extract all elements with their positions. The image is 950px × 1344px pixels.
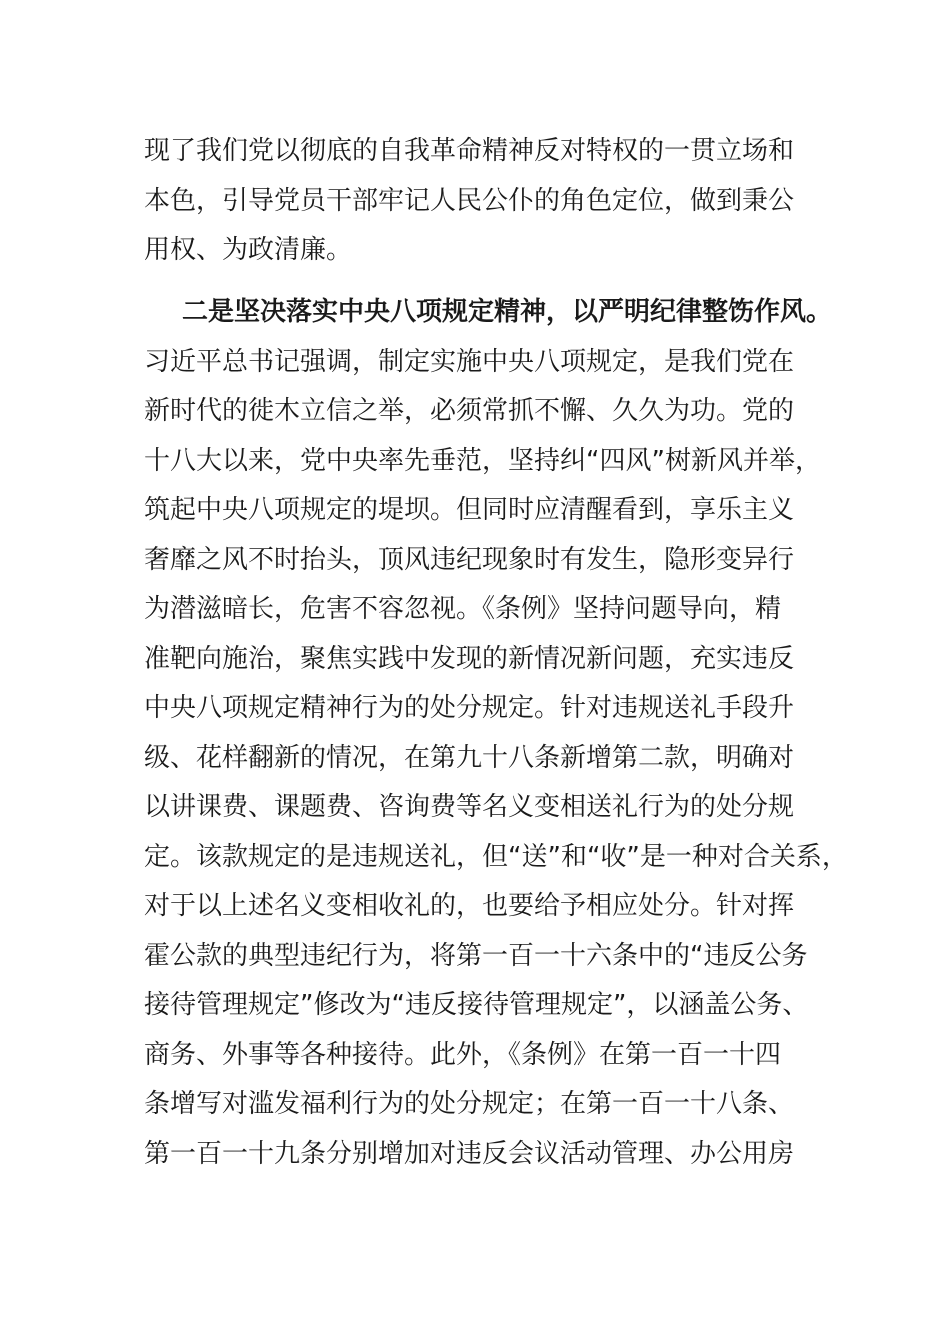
paragraph-2-line-16: 条增写对滥发福利行为的处分规定；在第一百一十八条、: [144, 1089, 795, 1119]
paragraph-2-line-3: 十八大以来，党中央率先垂范，坚持纠“四风”树新风并举，: [144, 446, 821, 476]
paragraph-2-line-15: 商务、外事等各种接待。此外，《条例》在第一百一十四: [144, 1040, 782, 1070]
paragraph-1-line-2: 本色，引导党员干部牢记人民公仆的角色定位，做到秉公: [144, 186, 795, 216]
paragraph-2-line-4: 筑起中央八项规定的堤坝。但同时应清醒看到，享乐主义: [144, 495, 795, 525]
paragraph-2-line-14: 接待管理规定”修改为“违反接待管理规定”，以涵盖公务、: [144, 990, 809, 1020]
paragraph-2-line-11: 定。该款规定的是违规送礼，但“送”和“收”是一种对合关系，: [144, 842, 848, 872]
paragraph-2-line-7: 准靶向施治，聚焦实践中发现的新情况新问题，充实违反: [144, 644, 795, 674]
paragraph-2-line-8: 中央八项规定精神行为的处分规定。针对违规送礼手段升: [144, 693, 795, 723]
paragraph-1-line-1: 现了我们党以彻底的自我革命精神反对特权的一贯立场和: [144, 136, 795, 166]
paragraph-2-line-10: 以讲课费、课题费、咨询费等名义变相送礼行为的处分规: [144, 792, 795, 822]
paragraph-2-heading: 二是坚决落实中央八项规定精神，以严明纪律整饬作风。: [182, 297, 833, 327]
paragraph-2-line-17: 第一百一十九条分别增加对违反会议活动管理、办公用房: [144, 1139, 795, 1169]
paragraph-2-line-1: 习近平总书记强调，制定实施中央八项规定，是我们党在: [144, 347, 795, 377]
paragraph-2-line-5: 奢靡之风不时抬头，顶风违纪现象时有发生，隐形变异行: [144, 545, 795, 575]
paragraph-2-line-6: 为潜滋暗长，危害不容忽视。《条例》坚持问题导向，精: [144, 594, 782, 624]
paragraph-2-line-2: 新时代的徙木立信之举，必须常抓不懈、久久为功。党的: [144, 396, 795, 426]
paragraph-2-line-12: 对于以上述名义变相收礼的，也要给予相应处分。针对挥: [144, 891, 795, 921]
paragraph-1-line-3: 用权、为政清廉。: [144, 235, 353, 265]
paragraph-2-line-9: 级、花样翻新的情况，在第九十八条新增第二款，明确对: [144, 743, 795, 773]
paragraph-2-line-13: 霍公款的典型违纪行为，将第一百一十六条中的“违反公务: [144, 941, 808, 971]
